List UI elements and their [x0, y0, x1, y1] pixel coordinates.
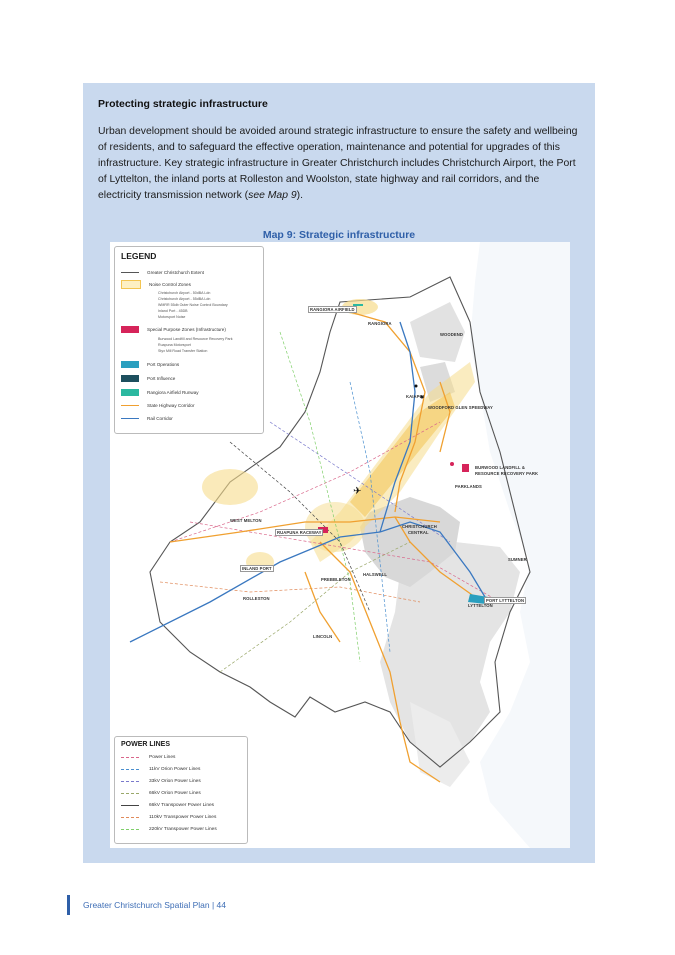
legend-subitem: WMRR 55db Outer Noise Control Boundary [158, 303, 228, 307]
power-line-item: 11kV Orion Power Lines [121, 767, 200, 772]
legend-subitem: Ruapuna Motorsport [158, 343, 191, 347]
section-heading: Protecting strategic infrastructure [98, 98, 268, 110]
place-label: SUMNER [508, 557, 527, 562]
place-label: LINCOLN [313, 634, 333, 639]
zone-burwood [462, 464, 469, 472]
place-label: RUAPUNA RACEWAY [277, 530, 322, 535]
legend-subitem: Burwood Landfill and Resource Recovery Park [158, 337, 233, 341]
place-label: HALSWELL [363, 572, 388, 577]
legend-subitem: Christchurch Airport - 50dBA Ldn [158, 291, 211, 295]
legend-title: LEGEND [121, 251, 157, 261]
legend-subitem: Motorsport Noise [158, 315, 186, 319]
power-line-item: 220kV Transpower Power Lines [121, 827, 217, 832]
legend-subitem: Christchurch Airport - 55dBA Ldn [158, 297, 211, 301]
legend-subitem: Styx Mill Road Transfer Station [158, 349, 208, 353]
airport-icon: ✈ [353, 486, 362, 497]
power-line-item: 66kV Orion Power Lines [121, 791, 201, 796]
place-label: RANGIORA [368, 321, 392, 326]
legend-item: Port Influence [121, 373, 175, 383]
place-label: RANGIORA AIRFIELD [310, 307, 355, 312]
power-line-item: 66kV Transpower Power Lines [121, 803, 214, 808]
footer-text: Greater Christchurch Spatial Plan | 44 [83, 900, 226, 910]
place-label: WOODEND [440, 332, 464, 337]
map-legend [114, 246, 264, 434]
place-label: PREBBLETON [321, 577, 351, 582]
place-label: CHRISTCHURCH [402, 524, 437, 529]
place-label: RESOURCE RECOVERY PARK [475, 471, 539, 476]
place-label: BURWOOD LANDFILL & [475, 465, 526, 470]
place-label: INLAND PORT [242, 566, 272, 571]
power-line-item: 110kV Transpower Power Lines [121, 815, 216, 820]
place-label: WEST MELTON [230, 518, 262, 523]
legend-item: Greater Christchurch Extent [121, 267, 204, 277]
place-label: PORT LYTTELTON [486, 598, 525, 603]
power-line-item: Power Lines [121, 755, 175, 760]
legend-subitem: Inland Port - 45DB [158, 309, 188, 313]
strategic-infrastructure-map [110, 242, 570, 848]
legend-item: Rail Corridor [121, 413, 173, 423]
legend-item: Port Operations [121, 359, 179, 369]
power-lines-title: POWER LINES [121, 741, 171, 748]
map-reference: see Map 9 [248, 190, 297, 201]
map-title: Map 9: Strategic infrastructure [262, 229, 416, 241]
legend-item: Rangiora Airfield Runway [121, 387, 199, 397]
legend-item: Noise Control Zones [121, 279, 191, 289]
place-label: LYTTELTON [468, 603, 493, 608]
section-paragraph: Urban development should be avoided around strategic infrastructure to ensure the safety and wellbeing of residents, and to safeguard the effective operation, maintenance and potential for upgrades of this infrastructure. Key strategic infrastructure in Greater Christchurch includes Christchurch Airport, the Port of Lyttelton, the inland ports at Rolleston and Woolston, state highway and rail corridors, and the electricity transmission network (see Map 9). [98, 126, 578, 201]
footer-accent-bar [67, 895, 70, 915]
power-lines-legend [114, 736, 248, 844]
place-label: CENTRAL [408, 530, 429, 535]
place-label: PARKLANDS [455, 484, 482, 489]
legend-item: State Highway Corridor [121, 400, 195, 410]
place-label: ROLLESTON [243, 596, 270, 601]
place-label: WOODFORD GLEN SPEEDWAY [428, 405, 493, 410]
power-line-item: 33kV Orion Power Lines [121, 779, 201, 784]
legend-item: Special Purpose Zones (Infrastructure) [121, 324, 226, 334]
place-label: KAIAPOI [406, 394, 425, 399]
